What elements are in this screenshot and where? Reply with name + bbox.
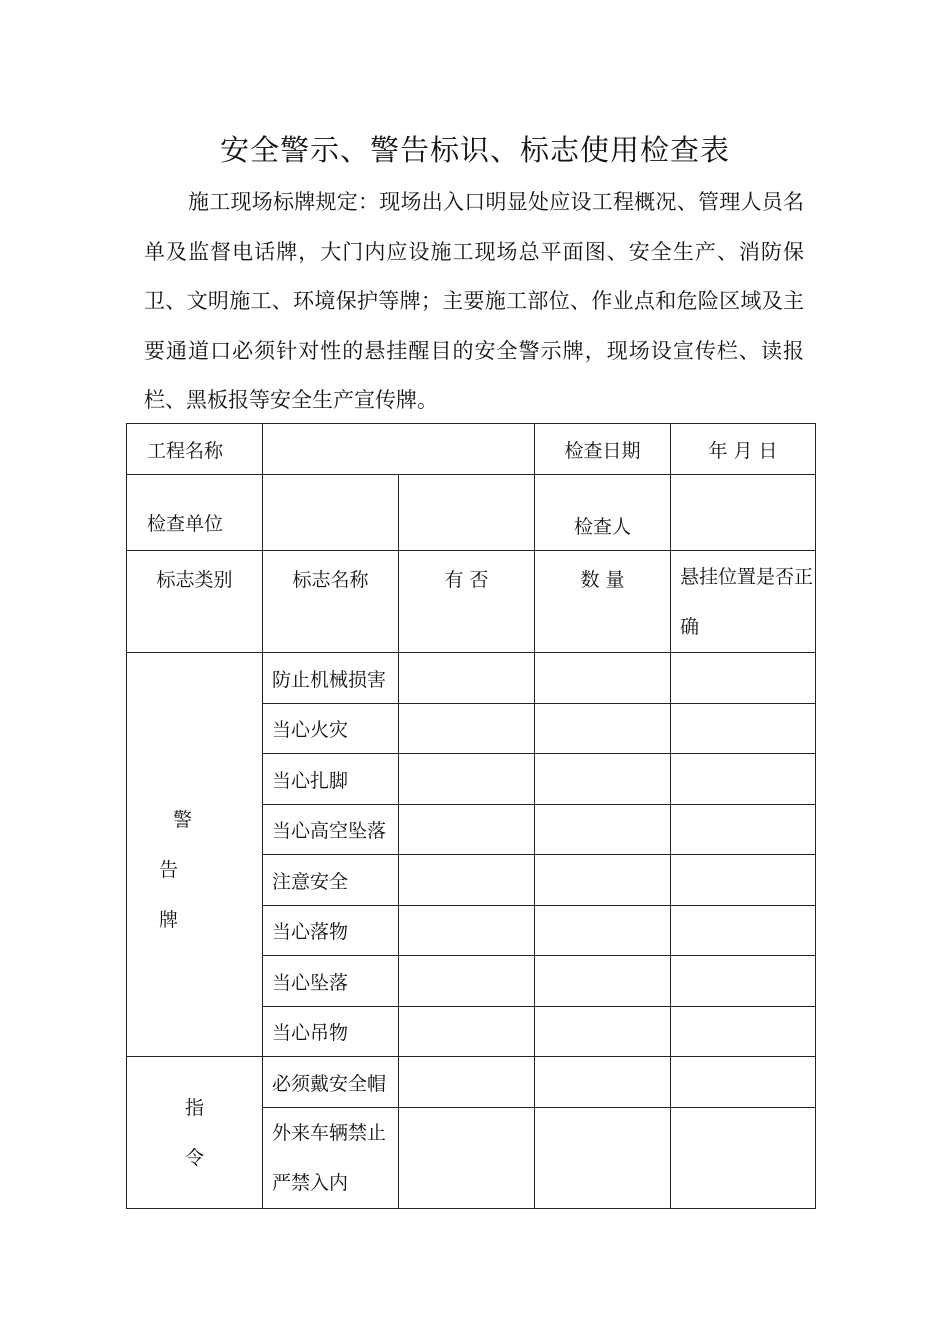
present-cell[interactable] — [399, 906, 535, 956]
quantity-cell[interactable] — [535, 956, 671, 1007]
sign-name: 防止机械损害 — [263, 653, 399, 704]
inspector-field[interactable] — [671, 475, 816, 551]
position-cell[interactable] — [671, 805, 816, 855]
quantity-cell[interactable] — [535, 1007, 671, 1057]
quantity-cell[interactable] — [535, 704, 671, 754]
present-cell[interactable] — [399, 1007, 535, 1057]
page-title: 安全警示、警告标识、标志使用检查表 — [219, 133, 730, 167]
position-cell[interactable] — [671, 855, 816, 906]
inspection-table — [126, 423, 816, 1209]
check-date-label: 检查日期 — [535, 424, 671, 475]
position-cell[interactable] — [671, 1007, 816, 1057]
present-cell[interactable] — [399, 653, 535, 704]
project-name-field[interactable] — [263, 424, 535, 475]
project-name-label: 工程名称 — [127, 424, 263, 475]
quantity-cell[interactable] — [535, 805, 671, 855]
position-cell[interactable] — [671, 754, 816, 805]
sign-name: 当心火灾 — [263, 704, 399, 754]
sign-name: 必须戴安全帽 — [263, 1057, 399, 1108]
quantity-cell[interactable] — [535, 754, 671, 805]
present-cell[interactable] — [399, 855, 535, 906]
quantity-cell[interactable] — [535, 1057, 671, 1108]
position-cell[interactable] — [671, 906, 816, 956]
check-unit-label: 检查单位 — [127, 475, 263, 551]
present-cell[interactable] — [399, 704, 535, 754]
quantity-cell[interactable] — [535, 906, 671, 956]
regulation-paragraph: 施工现场标牌规定：现场出入口明显处应设工程概况、管理人员名单及监督电话牌，大门内应设施工现场总平面图、安全生产、消防保卫、文明施工、环境保护等牌；主要施工部位、作业点和危险区域及主要通道口必须针对性的悬挂醒目的安全警示牌，现场设宣传栏、读报栏、黑板报等安全生产宣传牌。 — [144, 190, 804, 412]
present-cell[interactable] — [399, 754, 535, 805]
col-header-sign-name: 标志名称 — [263, 551, 399, 653]
col-header-quantity: 数 量 — [535, 551, 671, 653]
position-cell[interactable] — [671, 1108, 816, 1209]
sign-name: 当心高空坠落 — [263, 805, 399, 855]
col-header-category: 标志类别 — [127, 551, 263, 653]
present-cell[interactable] — [399, 1108, 535, 1209]
inspector-label: 检查人 — [535, 475, 671, 551]
sign-name: 当心扎脚 — [263, 754, 399, 805]
quantity-cell[interactable] — [535, 855, 671, 906]
col-header-position: 悬挂位置是否正确 — [671, 551, 816, 653]
sign-name: 注意安全 — [263, 855, 399, 906]
col-header-present: 有 否 — [399, 551, 535, 653]
quantity-cell[interactable] — [535, 1108, 671, 1209]
present-cell[interactable] — [399, 805, 535, 855]
check-unit-field-a[interactable] — [263, 475, 399, 551]
position-cell[interactable] — [671, 653, 816, 704]
sign-name: 当心坠落 — [263, 956, 399, 1007]
category-command-signs: 指 令 — [127, 1057, 263, 1209]
header-row-unit — [127, 475, 816, 551]
sign-name: 当心落物 — [263, 906, 399, 956]
position-cell[interactable] — [671, 704, 816, 754]
quantity-cell[interactable] — [535, 653, 671, 704]
column-header-row — [127, 551, 816, 653]
position-cell[interactable] — [671, 1057, 816, 1108]
check-date-field[interactable]: 年 月 日 — [671, 424, 816, 475]
table-row — [127, 1057, 816, 1108]
present-cell[interactable] — [399, 1057, 535, 1108]
header-row-project — [127, 424, 816, 475]
category-warning-signs: 警 告 牌 — [127, 653, 263, 1057]
sign-name: 当心吊物 — [263, 1007, 399, 1057]
sign-name: 外来车辆禁止严禁入内 — [263, 1108, 399, 1209]
check-unit-field-b[interactable] — [399, 475, 535, 551]
present-cell[interactable] — [399, 956, 535, 1007]
table-row — [127, 653, 816, 704]
position-cell[interactable] — [671, 956, 816, 1007]
